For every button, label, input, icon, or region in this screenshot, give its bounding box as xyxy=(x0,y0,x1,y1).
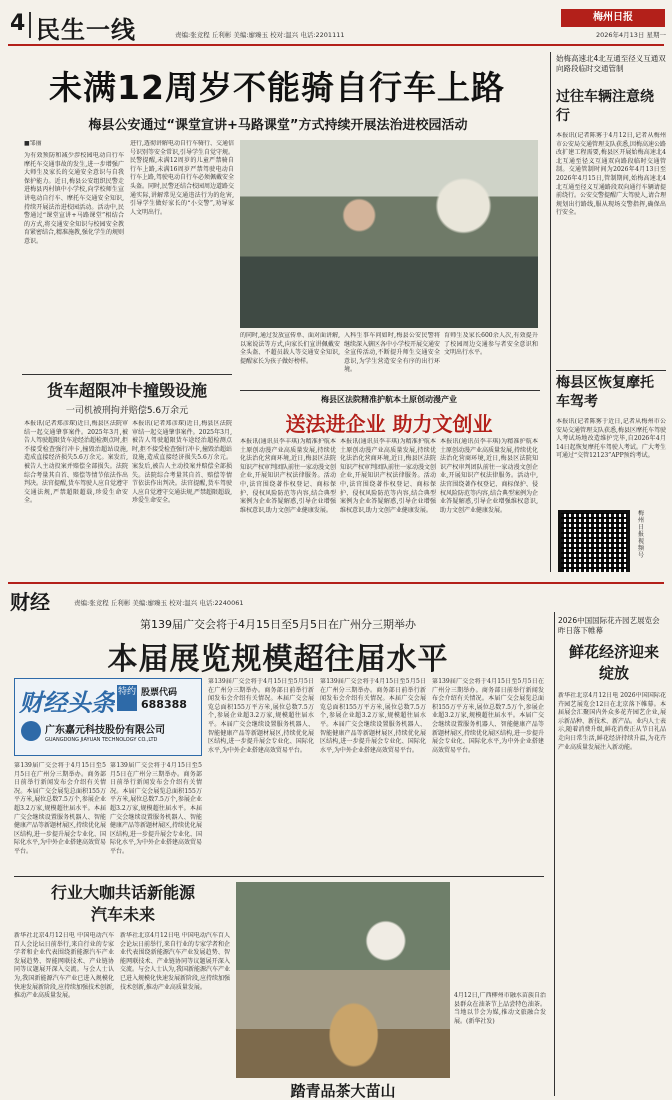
finance-credits: 责编:张竞程 丘利彬 美编:廖臻玉 校对:温兴 电话:2240061 xyxy=(74,599,244,607)
truck-body-col2: 本报讯(记者郑彦琛)近日,梅县区法院审结一起交通肇事案件。2025年3月,被告人驾驶超限货车途经治超检测点时,拒不接受检查强行冲卡,撞毁治超站设施,造成直接经济损失5.6万余元。案发后,被告人主动投案并赔偿全部损失。法院综合考量其自首、赔偿等情节依法作出判决。法官提醒,货车驾驶人应自觉遵守交通法规,严禁超限超载,珍爱生命安全。 xyxy=(132,420,232,505)
fair-headline: 本届展览规模超往届水平 xyxy=(107,642,449,674)
paper-name: 梅州日报 xyxy=(593,12,633,23)
flower-headline: 鲜花经济迎来绽放 xyxy=(568,643,659,682)
ad-code-label: 股票代码 xyxy=(141,688,178,697)
main-byline: ■邹丽 xyxy=(24,140,42,147)
fair-body-col2: 第139届广交会将于4月15日至5月5日在广州分三期举办。商务部日前举行新闻发布会介绍有关情况。本届广交会展览总面积155万平方米,展位总数7.5万个,参展企业超3.2万家,规模超往届水平。本届广交会继续设置服务机器人、智能健康产品等新题材展区,持续优化展区结构,进一步提升展会专业化、国际化水平,为中外企业搭建高效贸易平台。 xyxy=(110,762,202,855)
detour-kicker: 始梅高速北4北互通至径义互通双向路段临时交通管制 xyxy=(556,54,666,73)
auto-headline: 行业大咖共话新能源汽车未来 xyxy=(50,883,195,924)
main-headline: 未满12周岁不能骑自行车上路 xyxy=(49,68,505,107)
court-body-col1: 本报讯(通讯员李丰琪)为精准护航本土原创动漫产业高质量发展,持续优化法治化营商环境,近日,梅县区法院知识产权审判团队前往一家动漫文创企业,开展知识产权法律服务。活动中,法官围绕著作权登记、商标保护、侵权风险防范等内容,结合典型案例为企业答疑解惑,引导企业增强维权意识,助力文创产业健康发展。 xyxy=(240,438,336,514)
main-story xyxy=(8,48,546,578)
detour-headline: 过往车辆注意绕行 xyxy=(556,89,654,124)
tea-festival-photo xyxy=(236,882,450,1078)
issue-date: 2026年4月13日 星期一 xyxy=(595,31,666,39)
section-title: 民生一线 xyxy=(36,16,136,42)
detour-body: 本报讯(记者陈雾于4月12日,记者从梅州市公安局交通管理支队获悉,因梅高速公路改扩建工程需要,梅县区开展始梅高速北4北互通至径义互通双向路段临时交通管制。交通管制时间为2026年4月13日至2026年4月15日,管制期间,始梅高速北4北互通至径义互通路段双向通行车辆请提前绕行。公安交警提醒广大驾驶人,请合理规划出行路线,服从现场交警指挥,确保出行安全。 xyxy=(556,132,666,217)
flower-kicker: 2026中国国际花卉园艺展览会昨日落下帷幕 xyxy=(558,616,660,635)
right-column-news xyxy=(556,52,668,572)
main-body-col3: 的同时,通过发放宣传单、面对面讲解,以案说法等方式,向家长们宣讲佩戴安全头盔、不超员载人等交通安全知识,提醒家长为孩子做好榜样。 xyxy=(240,332,340,365)
ad-title: 财经头条 xyxy=(19,689,115,713)
company-logo-icon xyxy=(21,721,41,741)
court-body-col3: 本报讯(通讯员李丰琪)为精准护航本土原创动漫产业高质量发展,持续优化法治化营商环境,近日,梅县区法院知识产权审判团队前往一家动漫文创企业,开展知识产权法律服务。活动中,法官围绕著作权登记、商标保护、侵权风险防范等内容,结合典型案例为企业答疑解惑,引导企业增强维权意识,助力文创产业健康发展。 xyxy=(440,438,538,514)
video-qr-code[interactable] xyxy=(558,510,630,572)
fair-body-col1: 第139届广交会将于4月15日至5月5日在广州分三期举办。商务部日前举行新闻发布会介绍有关情况。本届广交会展览总面积155万平方米,展位总数7.5万个,参展企业超3.2万家,规模超往届水平。本届广交会继续设置服务机器人、智能健康产品等新题材展区,持续优化展区结构,进一步提升展会专业化、国际化水平,为中外企业搭建高效贸易平台。 xyxy=(14,762,106,855)
main-body-col4: 入科生事车问如时,梅县公安民警将继续深入辖区各中小学校开展交通安全宣传活动,不断提升师生交通安全意识,为学生营造安全有序的出行环境。 xyxy=(344,332,440,374)
truck-subhead: 一司机被刑拘并赔偿5.6万余元 xyxy=(65,406,189,416)
auto-body-col3: 新华社北京4月12日电 中国电动汽车百人会论坛日前举行,来自行业的专家学者和企业代表围绕新能源汽车产业发展趋势、智能网联技术、产业链协同等议题展开深入交流。与会人士认为,我国新能源汽车产业已进入规模化快速发展新阶段,应持续加强技术创新,推动产业高质量发展。 xyxy=(120,932,230,991)
fair-body-col4: 第139届广交会将于4月15日至5月5日在广州分三期举办。商务部日前举行新闻发布会介绍有关情况。本届广交会展览总面积155万平方米,展位总数7.5万个,参展企业超3.2万家,规模超往届水平。本届广交会继续设置服务机器人、智能健康产品等新题材展区,持续优化展区结构,进一步提升展会专业化、国际化水平,为中外企业搭建高效贸易平台。 xyxy=(320,678,426,754)
moto-exam-body: 本报讯(记者陈雾于近日,记者从梅州市公安局交通管理支队获悉,梅县区摩托车驾驶人考试场地改造维护完毕,自2026年4月14日起恢复摩托车驾驶人考试。广大考生可通过“交管12123”APP预约考试。 xyxy=(556,418,666,460)
ad-company: 广东嘉元科技股份有限公司 xyxy=(45,725,165,735)
page-number: 4 xyxy=(10,11,26,36)
ad-tag: 特约 xyxy=(117,687,136,697)
auto-body-col2 xyxy=(118,882,119,883)
tea-caption: 4月12日,广西柳州市融水苗族自治县群众在油茶节上品尝特色油茶。当地以节会为媒,推动文旅融合发展。(新华社发) xyxy=(454,992,546,1025)
tea-headline: 踏青品茶大苗山 xyxy=(290,1082,396,1100)
finance-section-title: 财经 xyxy=(10,590,50,612)
main-body-col1: 为有效预防和减少涉校园电动自行车摩托车交通事故的发生,进一步增强广大师生及家长的交通安全意识与自我保护能力。近日,梅县公安组织民警走进梅县丙村镇中小学校,向学校师生宣讲电动自行车、摩托车交通安全知识,持续开展法治进校园活动。活动中,民警通过“课堂宣讲+马路课堂”相结合的方式,将交通安全知识与校园安全教育紧密结合,精准施教,强化学生的规则意识。 xyxy=(24,152,124,245)
qr-label: 梅州日报视频号 xyxy=(638,510,645,559)
ad-code: 688388 xyxy=(141,698,187,711)
court-kicker: 梅县区法院精准护航本土原创动漫产业 xyxy=(321,395,457,404)
finance-main xyxy=(8,612,550,1100)
fair-body-col5: 第139届广交会将于4月15日至5月5日在广州分三期举办。商务部日前举行新闻发布会介绍有关情况。本届广交会展览总面积155万平方米,展位总数7.5万个,参展企业超3.2万家,规模超往届水平。本届广交会继续设置服务机器人、智能健康产品等新题材展区,持续优化展区结构,进一步提升展会专业化、国际化水平,为中外企业搭建高效贸易平台。 xyxy=(432,678,544,754)
main-body-col2: 进行,透彻讲解电动自行车骑行、交通信号识别等安全常识,引导学生自觉守规。民警提醒,未满12周岁的儿童严禁骑自行车上路,未满16周岁严禁驾驶电动自行车上路,驾驶电动自行车必须佩戴安全头盔。同时,民警还结合校园周边道路交通实际,讲解常见交通违法行为的危害,引导学生做好家长的“小交警”,劝导家人文明出行。 xyxy=(130,140,234,216)
fair-kicker: 第139届广交会将于4月15日至5月5日在广州分三期举办 xyxy=(140,618,416,631)
traffic-police-photo xyxy=(240,140,538,328)
ad-company-en: GUANGDONG JIAYUAN TECHNOLOGY CO.,LTD xyxy=(45,737,158,743)
ad-tag-badge xyxy=(117,685,137,711)
auto-body-col1: 新华社北京4月12日电 中国电动汽车百人会论坛日前举行,来自行业的专家学者和企业代表围绕新能源汽车产业发展趋势、智能网联技术、产业链协同等议题展开深入交流。与会人士认为,我国新能源汽车产业已进入规模化快速发展新阶段,应持续加强技术创新,推动产业高质量发展。 xyxy=(14,932,114,1000)
fair-body-col3: 第139届广交会将于4月15日至5月5日在广州分三期举办。商务部日前举行新闻发布会介绍有关情况。本届广交会展览总面积155万平方米,展位总数7.5万个,参展企业超3.2万家,规模超往届水平。本届广交会继续设置服务机器人、智能健康产品等新题材展区,持续优化展区结构,进一步提升展会专业化、国际化水平,为中外企业搭建高效贸易平台。 xyxy=(208,678,314,754)
page-header xyxy=(0,0,672,46)
truck-body-col1: 本报讯(记者郑彦琛)近日,梅县区法院审结一起交通肇事案件。2025年3月,被告人驾驶超限货车途经治超检测点时,拒不接受检查强行冲卡,撞毁治超站设施,造成直接经济损失5.6万余元。案发后,被告人主动投案并赔偿全部损失。法院综合考量其自首、赔偿等情节依法作出判决。法官提醒,货车驾驶人应自觉遵守交通法规,严禁超限超载,珍爱生命安全。 xyxy=(24,420,128,505)
header-credits: 责编:张竞程 丘利彬 美编:廖臻玉 校对:温兴 电话:2201111 xyxy=(175,31,345,39)
flower-body: 新华社北京4月12日电 2026中国国际花卉园艺展览会12日在北京落下帷幕。本届展会汇聚国内外众多花卉园艺企业,展示新品种、新技术、新产品。业内人士表示,随着消费升级,鲜花消费正从节日礼品走向日常生活,鲜花经济持续升温,为花卉产业高质量发展注入新动能。 xyxy=(558,692,666,751)
paper-name-banner xyxy=(561,9,665,27)
court-headline: 送法进企业 助力文创业 xyxy=(285,412,493,434)
flower-story xyxy=(558,612,668,1100)
court-body-col2: 本报讯(通讯员李丰琪)为精准护航本土原创动漫产业高质量发展,持续优化法治化营商环境,近日,梅县区法院知识产权审判团队前往一家动漫文创企业,开展知识产权法律服务。活动中,法官围绕著作权登记、商标保护、侵权风险防范等内容,结合典型案例为企业答疑解惑,引导企业增强维权意识,助力文创产业健康发展。 xyxy=(340,438,436,514)
sponsor-ad[interactable] xyxy=(14,678,202,756)
moto-exam-headline: 梅县区恢复摩托车驾考 xyxy=(556,375,654,410)
main-body-col5: 育师生及家长600余人次,有效提升了校园周边交通参与者安全意识和文明出行水平。 xyxy=(444,332,538,357)
truck-headline: 货车超限冲卡撞毁设施 xyxy=(46,381,207,400)
main-subhead: 梅县公安通过“课堂宣讲+马路课堂”方式持续开展法治进校园活动 xyxy=(88,118,468,133)
